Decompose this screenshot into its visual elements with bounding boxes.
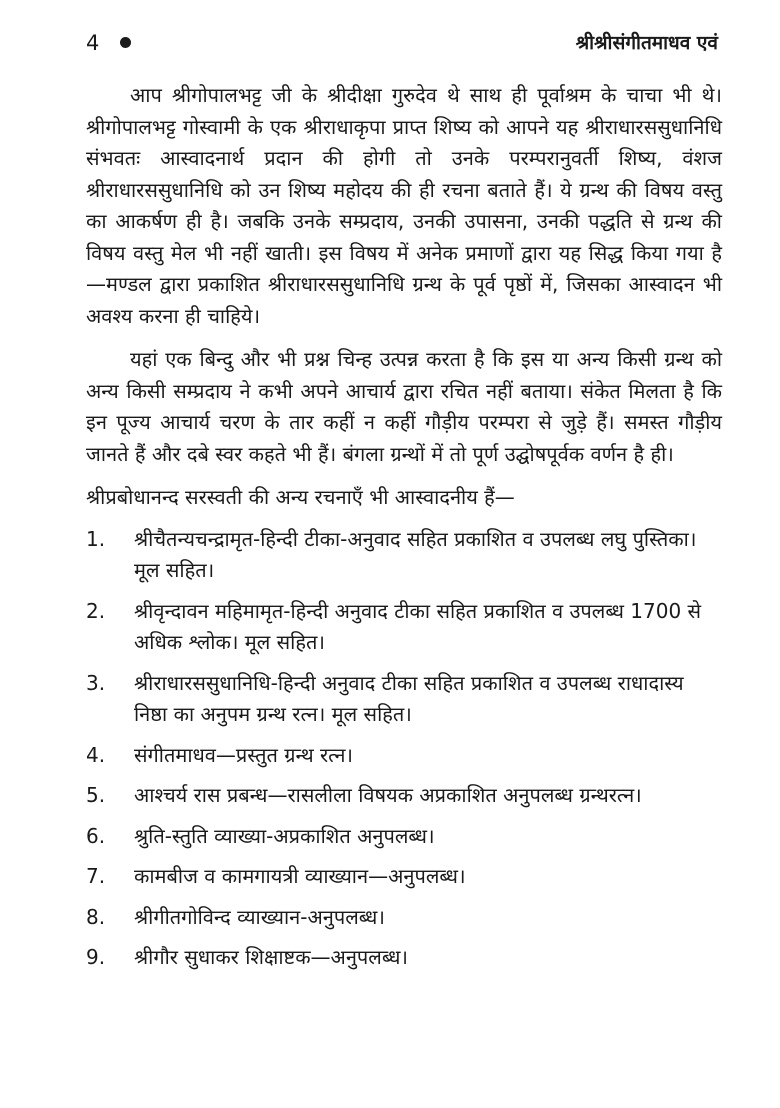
list-item xyxy=(86,821,722,853)
list-text: श्रीवृन्दावन महिमामृत-हिन्दी अनुवाद टीका सहित प्रकाशित व उपलब्ध 1700 से अधिक श्लोक। मूल सहित। xyxy=(134,598,702,654)
list-item xyxy=(86,902,722,934)
works-intro: श्रीप्रबोधानन्द सरस्वती की अन्य रचनाएँ भी आस्वादनीय हैं— xyxy=(86,485,515,509)
list-text: श्रीराधारससुधानिधि-हिन्दी अनुवाद टीका सहित प्रकाशित व उपलब्ध राधादास्य निष्ठा का अनुपम ग्रन्थ रत्न। मूल सहित। xyxy=(134,670,684,726)
list-number: 9. xyxy=(86,945,106,969)
list-number: 7. xyxy=(86,864,106,888)
list-text: श्रीचैतन्यचन्द्रामृत-हिन्दी टीका-अनुवाद सहित प्रकाशित व उपलब्ध लघु पुस्तिका। मूल सहित। xyxy=(134,526,697,582)
list-text: कामबीज व कामगायत्री व्याख्यान—अनुपलब्ध। xyxy=(134,864,466,888)
list-item xyxy=(86,861,722,893)
works-list xyxy=(86,524,722,974)
page-header xyxy=(86,28,718,58)
list-item xyxy=(86,596,722,659)
running-title: श्रीश्रीसंगीतमाधव एवं xyxy=(575,32,718,54)
list-text: श्रीगौर सुधाकर शिक्षाष्टक—अनुपलब्ध। xyxy=(134,945,409,969)
list-number: 2. xyxy=(86,598,106,623)
page-body xyxy=(86,80,722,983)
list-number: 1. xyxy=(86,526,106,551)
list-number: 8. xyxy=(86,904,106,929)
page-number: 4 xyxy=(86,31,100,55)
list-number: 4. xyxy=(86,742,106,767)
list-number: 5. xyxy=(86,783,106,807)
list-item xyxy=(86,668,722,731)
list-item xyxy=(86,740,722,772)
list-text: संगीतमाधव—प्रस्तुत ग्रन्थ रत्न। xyxy=(134,742,353,767)
list-text: श्रीगीतगोविन्द व्याख्यान-अनुपलब्ध। xyxy=(134,904,385,929)
paragraph: यहां एक बिन्दु और भी प्रश्न चिन्ह उत्पन्न करता है कि इस या अन्य किसी ग्रन्थ को अन्य किसी सम्प्रदाय ने कभी अपने आचार्य द्वारा रचित नहीं बताया। संकेत मिलता है कि इन पूज्य आचार्य चरण के तार कहीं न कहीं गौड़ीय परम्परा से जुड़े हैं। समस्त गौड़ीय जानते हैं और दबे स्वर कहते भी हैं। बंगला ग्रन्थों में तो पूर्ण उद्घोषपूर्वक वर्णन है ही। xyxy=(86,347,722,466)
bullet-dot-icon xyxy=(120,37,131,48)
list-number: 3. xyxy=(86,670,106,695)
paragraph: आप श्रीगोपालभट्ट जी के श्रीदीक्षा गुरुदेव थे साथ ही पूर्वाश्रम के चाचा भी थे। श्रीगोपालभट्ट गोस्वामी के एक श्रीराधाकृपा प्राप्त शिष्य को आपने यह श्रीराधारससुधानिधि संभवतः आस्वादनार्थ प्रदान की होगी तो उनके परम्परानुवर्ती शिष्य, वंशज श्रीराधारससुधानिधि को उन शिष्य महोदय की ही रचना बताते हैं। ये ग्रन्थ की विषय वस्तु का आकर्षण ही है। जबकि उनके सम्प्रदाय, उनकी उपासना, उनकी पद्धति से ग्रन्थ की विषय वस्तु मेल भी नहीं खाती। इस विषय में अनेक प्रमाणों द्वारा यह सिद्ध किया गया है—मण्डल द्वारा प्रकाशित श्रीराधारससुधानिधि ग्रन्थ के पूर्व पृष्ठों में, जिसका आस्वादन भी अवश्य करना ही चाहिये। xyxy=(86,83,722,328)
list-item xyxy=(86,780,722,812)
list-text: श्रुति-स्तुति व्याख्या-अप्रकाशित अनुपलब्ध। xyxy=(134,823,435,848)
list-text: आश्चर्य रास प्रबन्ध—रासलीला विषयक अप्रकाशित अनुपलब्ध ग्रन्थरत्न। xyxy=(134,783,642,807)
list-item xyxy=(86,524,722,587)
list-item xyxy=(86,942,722,974)
list-number: 6. xyxy=(86,823,106,848)
